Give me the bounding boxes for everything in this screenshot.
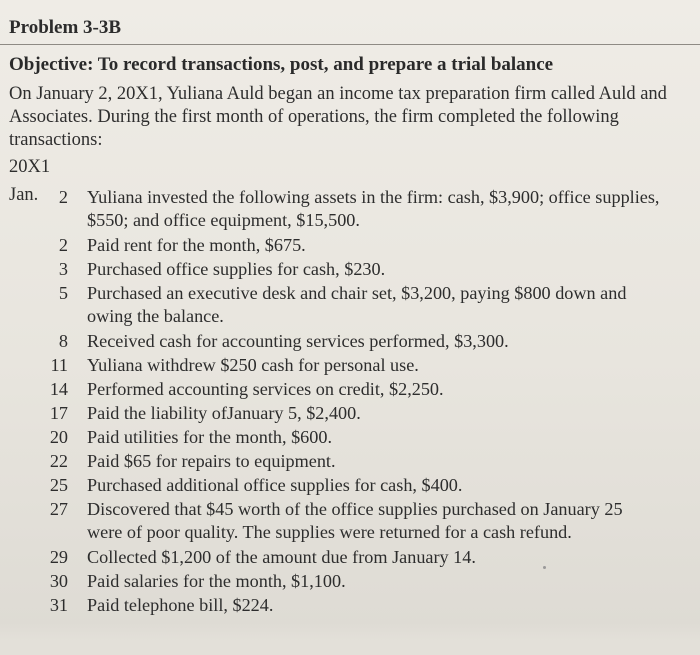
transaction-description (87, 402, 693, 425)
page-bottom-cutoff (0, 623, 700, 655)
transaction-day: 29 (49, 547, 68, 567)
transaction-day: 2 (58, 235, 68, 255)
transaction-description (87, 330, 693, 353)
transaction-line-continued: were of poor quality. The supplies were returned for a cash refund. (87, 522, 572, 542)
transaction-day: 11 (50, 355, 68, 375)
transaction-description (87, 426, 693, 449)
transaction-line: Paid the liability ofJanuary 5, $2,400. (87, 403, 361, 423)
transaction-line: Collected $1,200 of the amount due from January 14. (87, 547, 476, 567)
transaction-day: 14 (49, 379, 68, 399)
transaction-day: 25 (49, 475, 68, 495)
transaction-line: Yuliana invested the following assets in the firm: cash, $3,900; office supplies, (87, 187, 660, 207)
transaction-description (87, 570, 693, 593)
transaction-description (87, 282, 693, 328)
transaction-day: 2 (58, 187, 68, 207)
transaction-line: Received cash for accounting services performed, $3,300. (87, 331, 509, 351)
transaction-description (87, 474, 693, 497)
transaction-description (87, 234, 693, 257)
problem-objective: Objective: To record transactions, post, and prepare a trial balance (9, 54, 554, 75)
transaction-day: 30 (49, 571, 68, 591)
transaction-description (87, 258, 693, 281)
transaction-line: Purchased additional office supplies for cash, $400. (87, 475, 463, 495)
transaction-day: 3 (58, 259, 68, 279)
transaction-description (87, 354, 693, 377)
transaction-day: 20 (49, 427, 68, 447)
transaction-line-continued: owing the balance. (87, 306, 224, 326)
transaction-description (87, 186, 693, 232)
transaction-line-continued: $550; and office equipment, $15,500. (87, 210, 360, 230)
transaction-line: Paid $65 for repairs to equipment. (87, 451, 336, 471)
transaction-line: Performed accounting services on credit, $2,250. (87, 379, 444, 399)
transaction-line: Paid salaries for the month, $1,100. (87, 571, 346, 591)
transaction-day: 17 (49, 403, 68, 423)
transaction-day: 8 (58, 331, 68, 351)
title-divider (0, 44, 700, 45)
transaction-description (87, 546, 693, 569)
problem-title: Problem 3-3B (9, 17, 122, 38)
transaction-line: Purchased an executive desk and chair set, $3,200, paying $800 down and (87, 283, 627, 303)
transaction-line: Discovered that $45 worth of the office supplies purchased on January 25 (87, 499, 623, 519)
page-speck (543, 566, 546, 569)
transaction-day: 31 (49, 595, 68, 615)
transaction-line: Purchased office supplies for cash, $230. (87, 259, 386, 279)
transaction-description (87, 450, 693, 473)
transaction-line: Yuliana withdrew $250 cash for personal use. (87, 355, 419, 375)
transaction-line: Paid telephone bill, $224. (87, 595, 274, 615)
problem-intro: On January 2, 20X1, Yuliana Auld began an income tax preparation firm called Auld and Associates. During the first month of operations, the firm completed the following transactions: (9, 84, 667, 150)
transaction-day: 22 (49, 451, 68, 471)
transaction-description (87, 378, 693, 401)
transaction-description (87, 498, 693, 544)
transaction-description (87, 594, 693, 617)
year-label: 20X1 (9, 157, 51, 177)
transaction-line: Paid rent for the month, $675. (87, 235, 306, 255)
transaction-day: 5 (58, 283, 68, 303)
month-label: Jan. (9, 185, 39, 205)
transaction-day: 27 (49, 499, 68, 519)
transaction-line: Paid utilities for the month, $600. (87, 427, 333, 447)
